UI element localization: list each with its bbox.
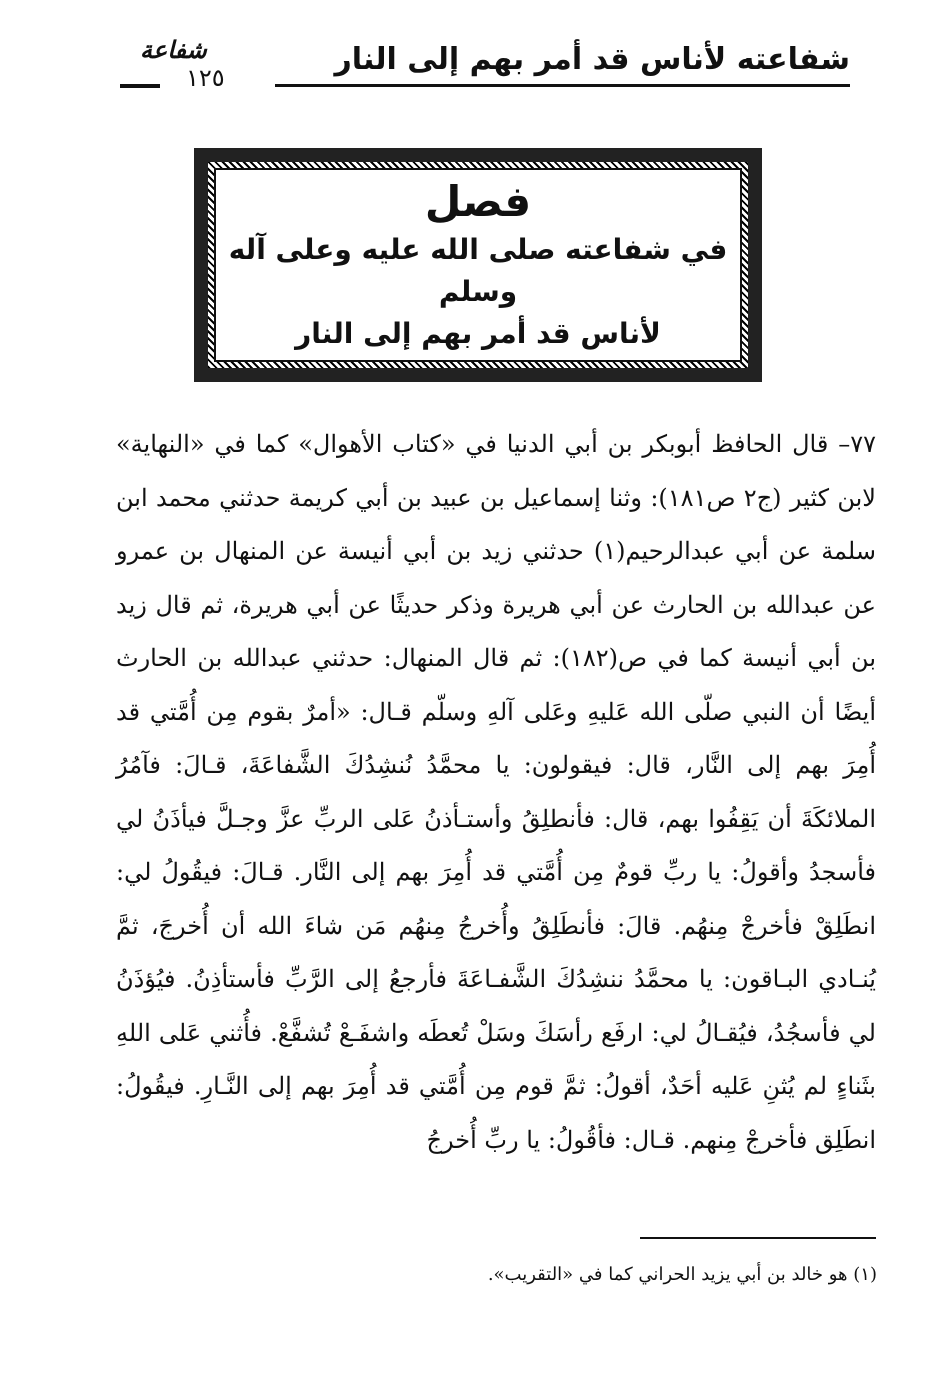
hadith-paragraph: ٧٧– قال الحافظ أبوبكر بن أبي الدنيا في «كتاب الأهوال» كما في «النهاية» لابن كثير (ج٢ ص١٨١): وثنا إسماعيل بن عبيد بن أبي كريمة حدثني محمد ابن سلمة عن أبي عبدالرحيم(١) حدثني زيد بن أبي أنيسة عن المنهال بن عمرو عن عبدالله بن الحارث عن أبي هريرة وذكر حديثًا عن أبي هريرة، ثم قال زيد بن أبي أنيسة كما في ص(١٨٢): ثم قال المنهال: حدثني عبدالله بن الحارث أيضًا أن النبي صلّى الله عَليهِ وعَلى آلهِ وسلّم قـال: «أمرٌ بقوم مِن أُمَّتي قد أُمِرَ بهم إلى النَّار، قال: فيقولون: يا محمَّدُ نُنشِدُكَ الشَّفاعَةَ، قـالَ: فآمُرُ الملائكَةَ أن يَقِفُوا بهم، قال: فأنطلِقُ وأستـأذنُ عَلى الربِّ عزَّ وجـلَّ فيأذَنُ لي فأسجدُ وأقولُ: يا ربِّ قومٌ مِن أُمَّتي قد أُمِرَ بهم إلى النَّار. قـالَ: فيقُولُ لي: انطَلِقْ فأخرجْ مِنهُم. قالَ: فأنطَلِقُ وأُخرجُ مِنهُم مَن شاءَ الله أن أُخرجَ، ثمَّ يُنـادي البـاقون: يا محمَّدُ ننشِدُكَ الشَّفـاعَةَ فأرجعُ إلى الرَّبِّ فأستأذِنُ. فيُؤذَنُ لي فأسجُدُ، فيُقـالُ لي: ارفَع رأسَكَ وسَلْ تُعطَه واشفَـعْ تُشفَّعْ. فأُثني عَلى اللهِ بثَناءٍ لم يُثنِ عَليه أحَدٌ، أقولُ: ثمَّ قوم مِن أُمَّتي قد أُمِرَ بهم إلى النَّـارِ. فيقُولُ: انطَلِق فأخرجْ مِنهم. قـال: فأقُولُ: يا ربِّ أُخرجُ (116, 430, 877, 1154)
chapter-subtitle-line-2: لأناس قد أمر بهم إلى النار (295, 317, 661, 350)
running-header (120, 36, 850, 96)
chapter-title-frame (194, 148, 762, 382)
chapter-heading: فصل (424, 177, 532, 226)
shafaa-logo: شفاعة (140, 36, 207, 64)
header-rule (275, 84, 850, 87)
chapter-subtitle-line-1: في شفاعته صلى الله عليه وعلى آله وسلم (228, 233, 728, 308)
header-dash (120, 84, 160, 88)
footnote: (١) هو خالد بن أبي يزيد الحراني كما في «التقريب». (487, 1264, 877, 1285)
page-number: ١٢٥ (186, 64, 225, 92)
chapter-title-box (214, 168, 742, 362)
hadith-body (116, 418, 876, 1167)
footnote-divider (640, 1237, 876, 1239)
running-header-title: شفاعته لأناس قد أمر بهم إلى النار (334, 42, 850, 77)
